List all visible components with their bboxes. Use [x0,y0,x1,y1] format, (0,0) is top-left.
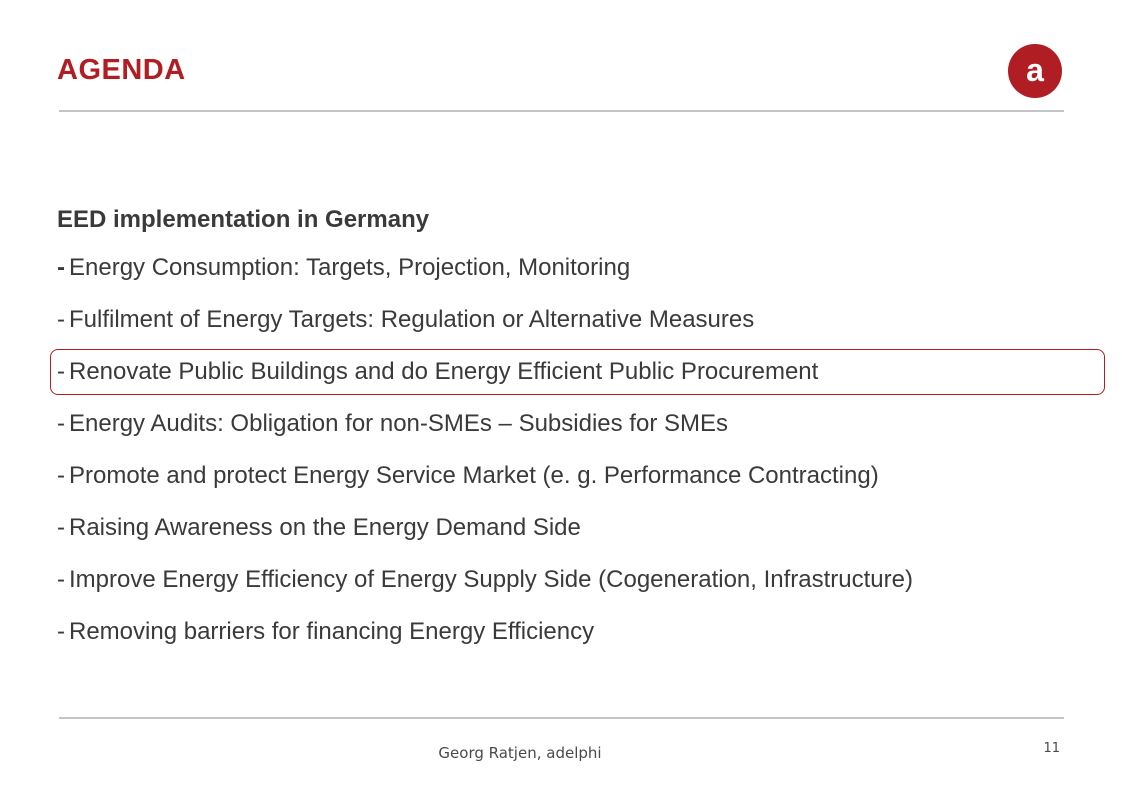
bullet-dash: - [57,462,65,489]
page-number: 11 [1043,741,1060,756]
agenda-item-text: Energy Consumption: Targets, Projection, Monitoring [69,254,631,281]
footer-author: Georg Ratjen, adelphi [438,744,602,762]
agenda-item-text: Energy Audits: Obligation for non-SMEs – Subsidies for SMEs [69,410,728,437]
slide-title: AGENDA [57,54,186,86]
agenda-item [57,294,1117,346]
agenda-item [57,398,1117,450]
agenda-item-text: Raising Awareness on the Energy Demand Side [69,514,581,541]
adelphi-logo [1008,44,1062,98]
agenda-item [57,502,1117,554]
agenda-item-highlighted [57,346,1117,398]
agenda-item-text: Removing barriers for financing Energy Efficiency [69,618,595,645]
agenda-item-text: Promote and protect Energy Service Market (e. g. Performance Contracting) [69,462,879,489]
agenda-heading: EED implementation in Germany [57,206,430,233]
agenda-item-text: Fulfilment of Energy Targets: Regulation or Alternative Measures [69,306,755,333]
bullet-dash: - [57,566,65,593]
bullet-dash: - [57,514,65,541]
header-divider [59,110,1064,112]
agenda-item-text: Renovate Public Buildings and do Energy Efficient Public Procurement [69,358,819,385]
agenda-content [57,198,1117,658]
bullet-dash: - [57,358,65,385]
logo-letter: a [1026,52,1044,88]
agenda-item-text: Improve Energy Efficiency of Energy Supply Side (Cogeneration, Infrastructure) [69,566,913,593]
agenda-item [57,450,1117,502]
bullet-dash: - [57,618,65,645]
agenda-item [57,606,1117,658]
footer-divider [59,717,1064,719]
bullet-dash: - [57,410,65,437]
agenda-item [57,554,1117,606]
agenda-item [57,242,1117,294]
bullet-dash: - [57,306,65,333]
bullet-dash: - [57,254,65,281]
